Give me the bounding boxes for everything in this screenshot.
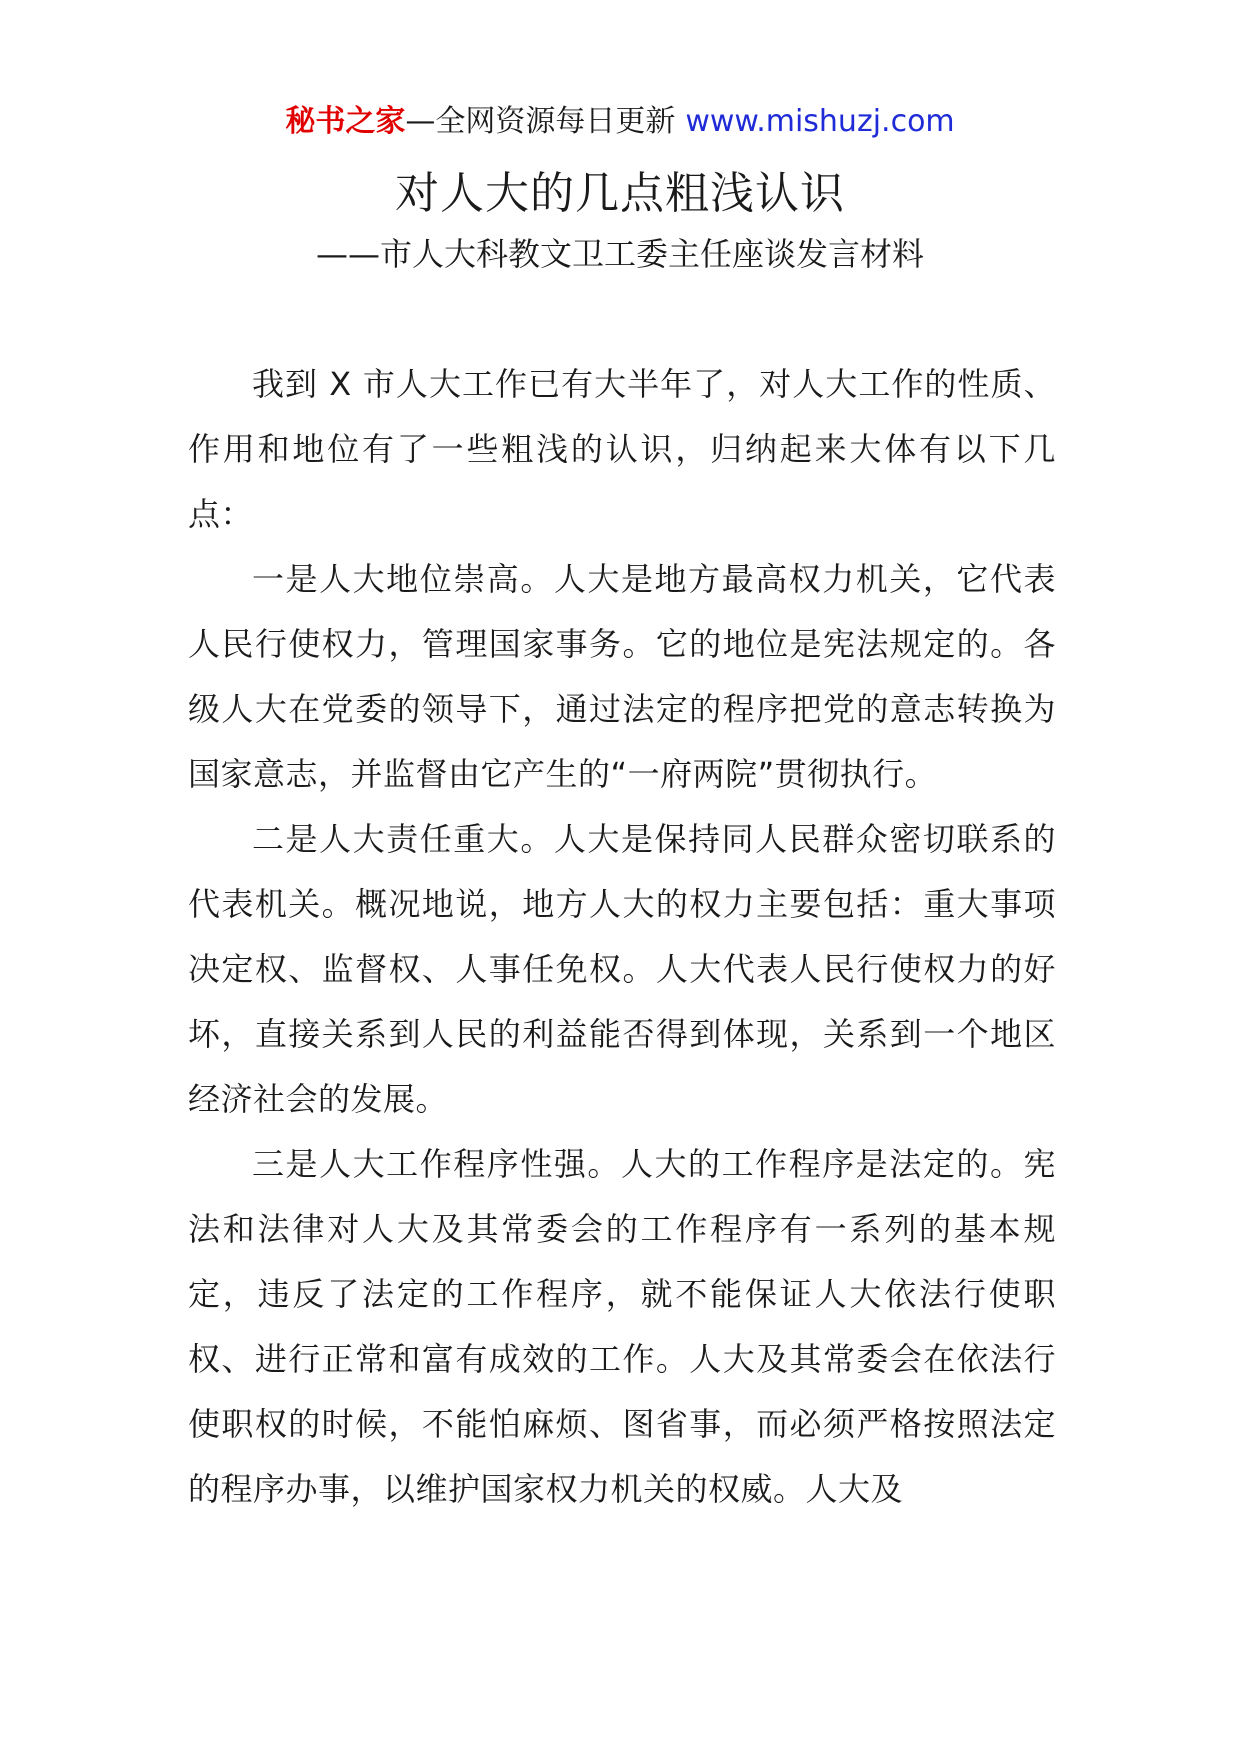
document-title: 对人大的几点粗浅认识 <box>395 168 845 219</box>
site-header <box>0 102 1240 142</box>
document-subtitle: ——市人大科教文卫工委主任座谈发言材料 <box>315 235 924 273</box>
paragraph-point-three: 三是人大工作程序性强。人大的工作程序是法定的。宪法和法律对人大及其常委会的工作程序有一系列的基本规定，违反了法定的工作程序，就不能保证人大依法行使职权、进行正常和富有成效的工作。人大及其常委会在依法行使职权的时候，不能怕麻烦、图省事，而必须严格按照法定的程序办事，以维护国家权力机关的权威。人大及 <box>188 1145 1056 1508</box>
paragraph-point-one: 一是人大地位崇高。人大是地方最高权力机关，它代表人民行使权力，管理国家事务。它的地位是宪法规定的。各级人大在党委的领导下，通过法定的程序把党的意志转换为国家意志，并监督由它产生的“一府两院”贯彻执行。 <box>188 560 1056 793</box>
site-tagline: —全网资源每日更新 <box>405 104 676 139</box>
document-body <box>188 352 1056 1522</box>
paragraph-point-two: 二是人大责任重大。人大是保持同人民群众密切联系的代表机关。概况地说，地方人大的权力主要包括：重大事项决定权、监督权、人事任免权。人大代表人民行使权力的好坏，直接关系到人民的利益能否得到体现，关系到一个地区经济社会的发展。 <box>188 820 1056 1118</box>
paragraph-intro: 我到 X 市人大工作已有大半年了，对人大工作的性质、作用和地位有了一些粗浅的认识，归纳起来大体有以下几点： <box>188 365 1056 533</box>
site-brand: 秘书之家 <box>285 104 406 139</box>
site-url-link[interactable]: www.mishuzj.com <box>685 104 955 139</box>
